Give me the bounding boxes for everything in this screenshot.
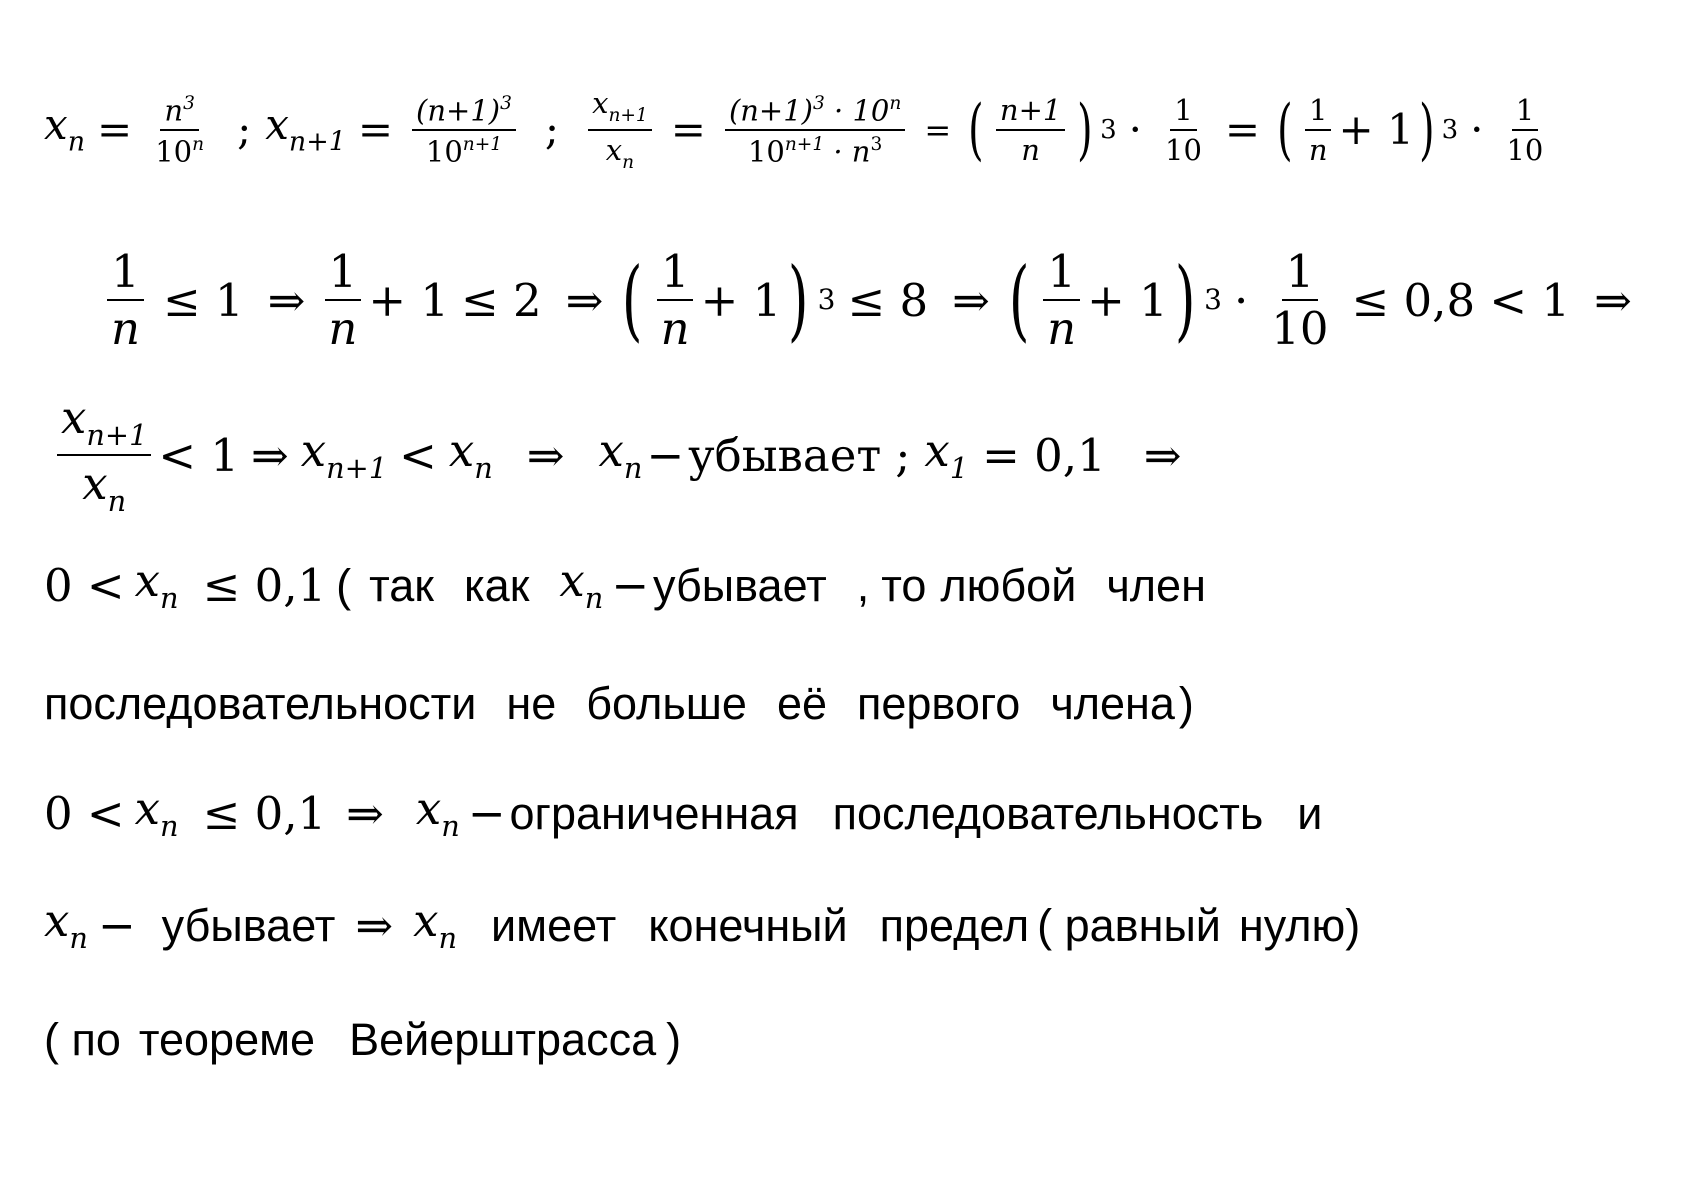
implies: ⇒: [952, 273, 990, 327]
x-n-plus-1: $x_{n+1}$: [265, 99, 346, 158]
power-group-2: ( $\frac{1}{n}$ + 1 ) 3: [1277, 91, 1459, 168]
dot: ·: [1470, 105, 1484, 154]
equals: =: [924, 111, 952, 149]
equals: =: [97, 105, 133, 154]
power-group-1: ( $\frac{n+1}{n}$ ) 3: [968, 91, 1117, 168]
line-3-decreasing: $\frac{x_{n+1}}{x_n}$ < 1 ⇒ $x_{n+1}$ < $x_n$ ⇒ $x_n$ − убывает ; $x_1$ = 0,1 ⇒: [50, 400, 1693, 510]
implies: ⇒: [526, 428, 565, 482]
fraction-1-over-n: $\frac{1}{n}$: [1305, 95, 1332, 165]
dot: ·: [1233, 273, 1249, 327]
implies: ⇒: [267, 273, 306, 327]
implies: ⇒: [355, 898, 394, 952]
x-n: $x_n$: [44, 99, 85, 158]
fraction-expanded: $\frac{(n+1)^3 \cdot 10^n}{10^{n+1} \cdot n^3}$: [725, 94, 905, 167]
implies: ⇒: [1594, 273, 1632, 327]
fraction-n1-3-over-10n1: $\frac{(n+1)^3}{10^{n+1}}$: [412, 94, 516, 167]
line-5-text: последовательности не больше её первого члена ): [44, 677, 1194, 729]
semicolon: ;: [544, 105, 560, 154]
power-group-4: ( $\frac{1}{n}$ + 1 ) 3: [1008, 245, 1222, 355]
implies: ⇒: [1143, 428, 1182, 482]
fraction-1-over-n: $\frac{1}{n}$: [324, 248, 361, 352]
line-6-bounded: 0 < $x_n$ ≤ 0,1 ⇒ $x_n$ − ограниченная последовательность и: [44, 781, 1323, 843]
fraction-1-over-n: $\frac{1}{n}$: [107, 248, 144, 352]
line-1-formula: [44, 75, 1693, 185]
line-8-theorem: ( по теореме Вейерштрасса ): [44, 1013, 682, 1065]
implies: ⇒: [251, 428, 289, 482]
power-group-3: ( $\frac{1}{n}$ + 1 ) 3: [622, 245, 836, 355]
fraction-1-10: $\frac{1}{10}$: [1506, 93, 1544, 167]
fraction-ratio: $\frac{x_{n+1}}{x_n}$: [57, 394, 151, 516]
implies: ⇒: [565, 273, 604, 327]
dot: ·: [1128, 105, 1142, 154]
equals: =: [1224, 105, 1261, 154]
line-7-limit: $x_n$ − убывает ⇒ $x_n$ имеет конечный предел ( равный нулю): [44, 893, 1361, 955]
equals: =: [670, 105, 706, 154]
semicolon: ;: [237, 105, 252, 154]
fraction-1-over-n: $\frac{1}{n}$: [1043, 248, 1080, 352]
fraction-n3-10n: $\frac{n^3}{10^n}$: [155, 92, 205, 168]
fraction-1-10: $\frac{1}{10}$: [1271, 245, 1329, 355]
implies: ⇒: [346, 786, 384, 840]
fraction-n1-over-n: $\frac{n+1}{n}$: [996, 95, 1065, 165]
fraction-1-10: $\frac{1}{10}$: [1165, 93, 1202, 167]
line-4-bounds: 0 < $x_n$ ≤ 0,1 ( так как $x_n$ − убывает , то любой член: [44, 553, 1206, 615]
equals: =: [357, 105, 394, 154]
fraction-1-over-n: $\frac{1}{n}$: [657, 248, 694, 352]
line-2-inequalities: $\frac{1}{n}$ ≤ 1 ⇒ $\frac{1}{n}$ + 1 ≤ 2 ⇒ ( $\frac{1}{n}$ + 1 ) 3 ≤ 8 ⇒ ( $\frac{1}{n}$ + 1 ) 3 · $\frac{1}{10}$ ≤ 0,8 < 1 ⇒: [100, 240, 1693, 360]
fraction-ratio: $\frac{x_{n+1}}{x_n}$: [588, 88, 652, 172]
